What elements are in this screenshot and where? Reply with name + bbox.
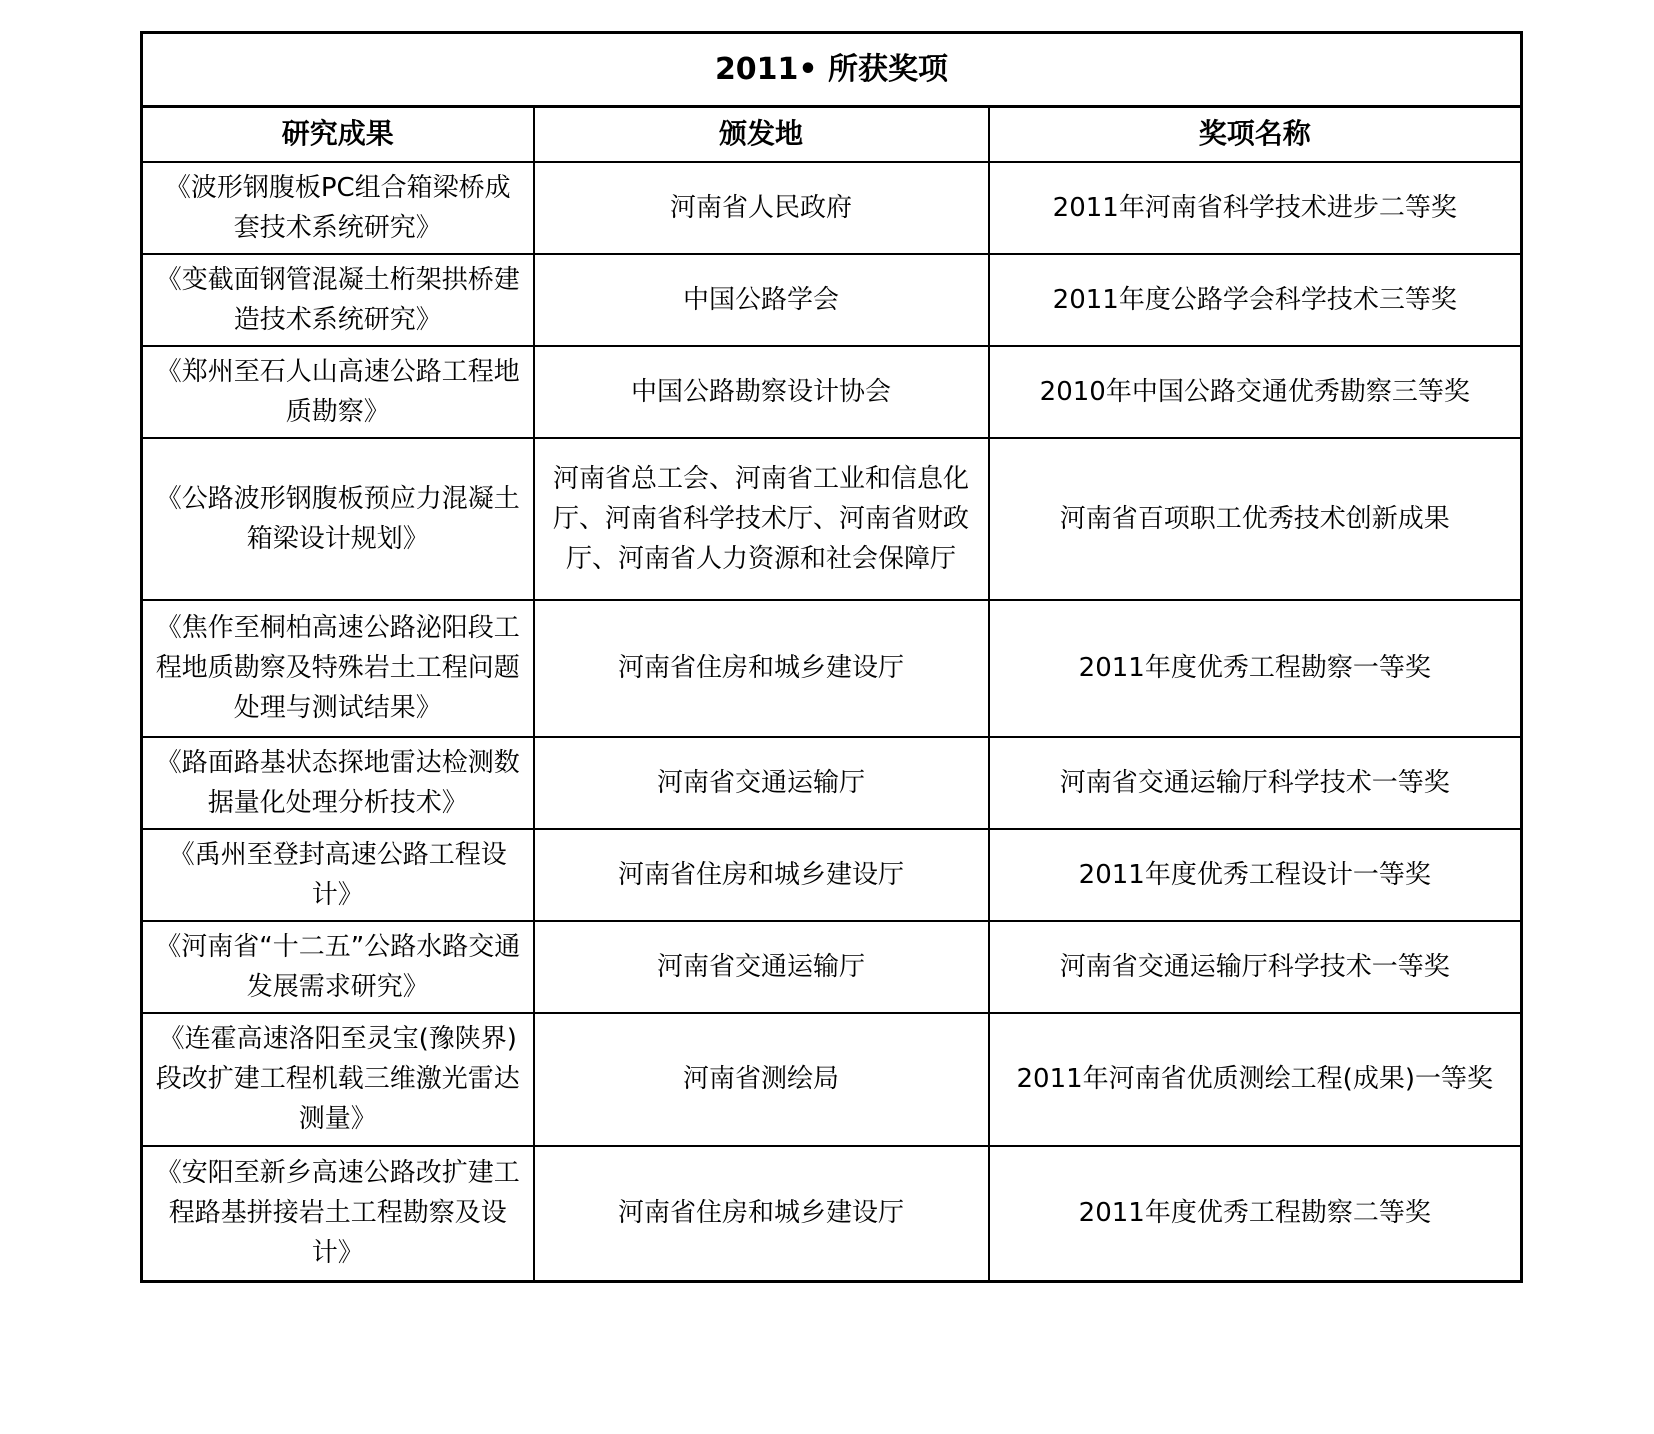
cell-award: 2011年河南省优质测绘工程(成果)一等奖 <box>989 1013 1522 1146</box>
awards-table-container <box>140 31 1520 1283</box>
cell-award: 河南省交通运输厅科学技术一等奖 <box>989 737 1522 829</box>
cell-achievement: 《郑州至石人山高速公路工程地质勘察》 <box>142 346 534 438</box>
table-row <box>142 1146 1522 1282</box>
table-row <box>142 1013 1522 1146</box>
cell-issuer: 河南省人民政府 <box>534 162 989 254</box>
cell-award: 2011年度优秀工程勘察二等奖 <box>989 1146 1522 1282</box>
table-row <box>142 921 1522 1013</box>
table-row <box>142 346 1522 438</box>
table-row <box>142 829 1522 921</box>
header-row <box>142 107 1522 162</box>
header-issuer: 颁发地 <box>534 107 989 162</box>
awards-table <box>140 31 1523 1283</box>
cell-achievement: 《变截面钢管混凝土桁架拱桥建造技术系统研究》 <box>142 254 534 346</box>
table-row <box>142 438 1522 600</box>
cell-achievement: 《波形钢腹板PC组合箱梁桥成套技术系统研究》 <box>142 162 534 254</box>
cell-issuer: 河南省总工会、河南省工业和信息化厅、河南省科学技术厅、河南省财政厅、河南省人力资源和社会保障厅 <box>534 438 989 600</box>
cell-issuer: 河南省住房和城乡建设厅 <box>534 1146 989 1282</box>
table-row <box>142 737 1522 829</box>
title-row <box>142 33 1522 107</box>
header-award: 奖项名称 <box>989 107 1522 162</box>
cell-award: 2011年度优秀工程勘察一等奖 <box>989 600 1522 737</box>
cell-issuer: 中国公路学会 <box>534 254 989 346</box>
cell-issuer: 河南省交通运输厅 <box>534 737 989 829</box>
cell-achievement: 《公路波形钢腹板预应力混凝土箱梁设计规划》 <box>142 438 534 600</box>
cell-issuer: 中国公路勘察设计协会 <box>534 346 989 438</box>
cell-achievement: 《河南省“十二五”公路水路交通发展需求研究》 <box>142 921 534 1013</box>
cell-issuer: 河南省住房和城乡建设厅 <box>534 829 989 921</box>
cell-achievement: 《焦作至桐柏高速公路泌阳段工程地质勘察及特殊岩土工程问题处理与测试结果》 <box>142 600 534 737</box>
cell-award: 2011年河南省科学技术进步二等奖 <box>989 162 1522 254</box>
cell-achievement: 《连霍高速洛阳至灵宝(豫陕界)段改扩建工程机载三维激光雷达测量》 <box>142 1013 534 1146</box>
table-row <box>142 162 1522 254</box>
cell-achievement: 《禹州至登封高速公路工程设计》 <box>142 829 534 921</box>
cell-issuer: 河南省住房和城乡建设厅 <box>534 600 989 737</box>
cell-award: 河南省交通运输厅科学技术一等奖 <box>989 921 1522 1013</box>
cell-award: 2011年度公路学会科学技术三等奖 <box>989 254 1522 346</box>
cell-achievement: 《安阳至新乡高速公路改扩建工程路基拼接岩土工程勘察及设计》 <box>142 1146 534 1282</box>
header-achievement: 研究成果 <box>142 107 534 162</box>
cell-award: 河南省百项职工优秀技术创新成果 <box>989 438 1522 600</box>
table-row <box>142 254 1522 346</box>
cell-issuer: 河南省交通运输厅 <box>534 921 989 1013</box>
cell-achievement: 《路面路基状态探地雷达检测数据量化处理分析技术》 <box>142 737 534 829</box>
table-title: 2011• 所获奖项 <box>142 33 1522 107</box>
table-row <box>142 600 1522 737</box>
cell-issuer: 河南省测绘局 <box>534 1013 989 1146</box>
cell-award: 2010年中国公路交通优秀勘察三等奖 <box>989 346 1522 438</box>
cell-award: 2011年度优秀工程设计一等奖 <box>989 829 1522 921</box>
